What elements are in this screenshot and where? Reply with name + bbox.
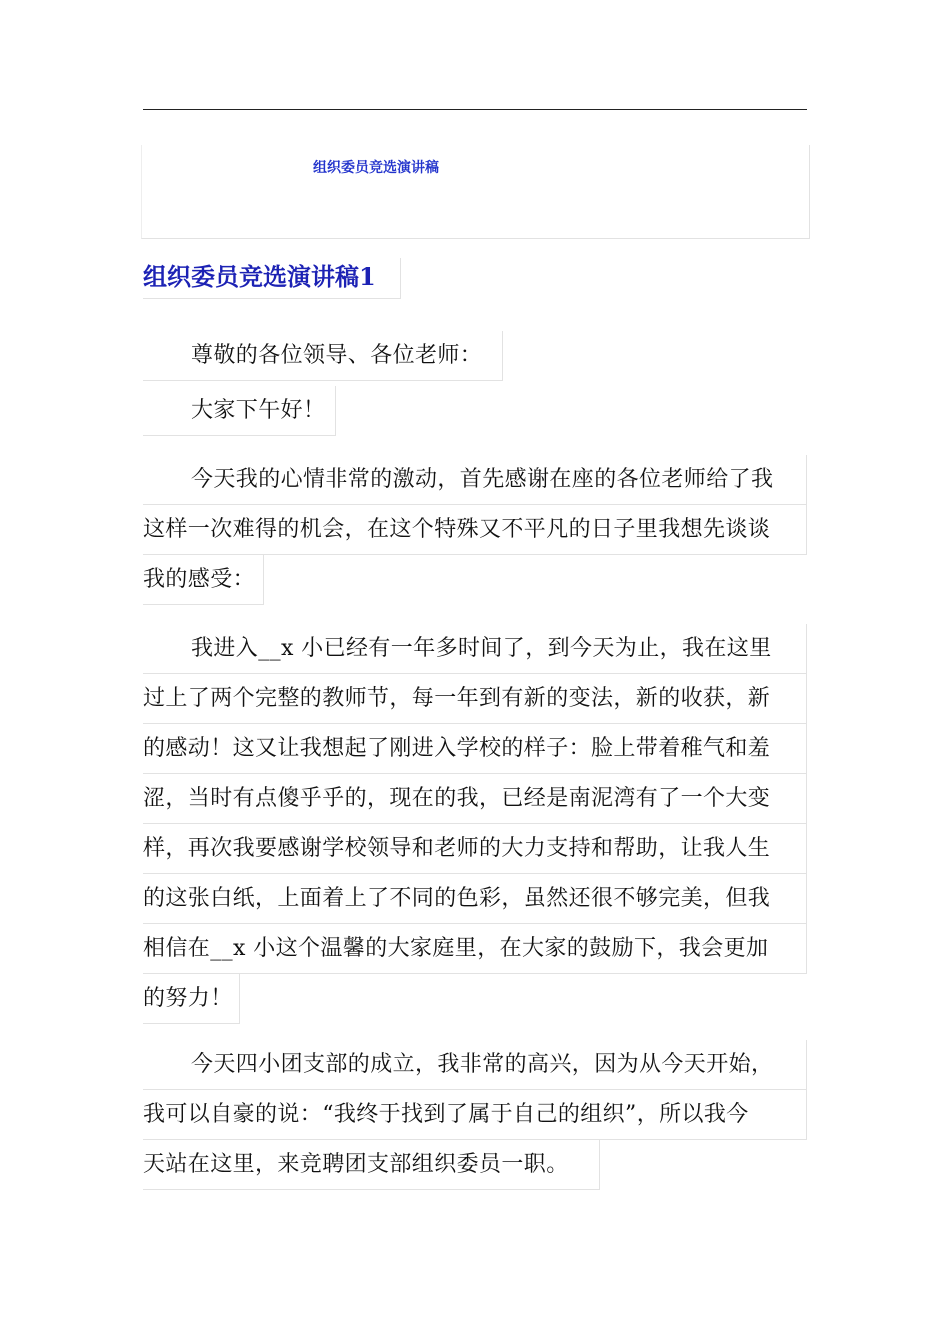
paragraph-line: 我可以自豪的说：“我终于找到了属于自己的组织”，所以我今	[143, 1090, 807, 1140]
paragraph-line: 过上了两个完整的教师节，每一年到有新的变法，新的收获，新	[143, 674, 807, 724]
paragraph-line: 的努力！	[143, 974, 240, 1024]
paragraph-line: 尊敬的各位领导、各位老师：	[143, 331, 503, 381]
paragraph-greeting	[143, 386, 812, 436]
paragraph-line: 的感动！这又让我想起了刚进入学校的样子：脸上带着稚气和羞	[143, 724, 807, 774]
paragraph-line: 样，再次我要感谢学校领导和老师的大力支持和帮助，让我人生	[143, 824, 807, 874]
paragraph-line: 这样一次难得的机会，在这个特殊又不平凡的日子里我想先谈谈	[143, 505, 807, 555]
paragraph-line: 我进入__x 小已经有一年多时间了，到今天为止，我在这里	[143, 624, 807, 674]
paragraph-line: 相信在__x 小这个温馨的大家庭里，在大家的鼓励下，我会更加	[143, 924, 807, 974]
paragraph-salutation	[143, 331, 812, 381]
paragraph-line: 今天四小团支部的成立，我非常的高兴，因为从今天开始，	[143, 1040, 807, 1090]
document-heading: 组织委员竞选演讲稿1	[143, 258, 401, 299]
paragraph-line: 的这张白纸，上面着上了不同的色彩，虽然还很不够完美，但我	[143, 874, 807, 924]
header-rule	[143, 109, 807, 110]
paragraph-line: 涩，当时有点傻乎乎的，现在的我，已经是南泥湾有了一个大变	[143, 774, 807, 824]
header-title: 组织委员竞选演讲稿	[313, 160, 439, 176]
paragraph-line: 大家下午好！	[143, 386, 336, 436]
paragraph-1	[143, 455, 812, 605]
header-box	[141, 145, 810, 239]
paragraph-line: 我的感受：	[143, 555, 264, 605]
paragraph-line: 天站在这里，来竞聘团支部组织委员一职。	[143, 1140, 600, 1190]
paragraph-line: 今天我的心情非常的激动，首先感谢在座的各位老师给了我	[143, 455, 807, 505]
paragraph-2	[143, 624, 812, 1024]
paragraph-3	[143, 1040, 812, 1190]
